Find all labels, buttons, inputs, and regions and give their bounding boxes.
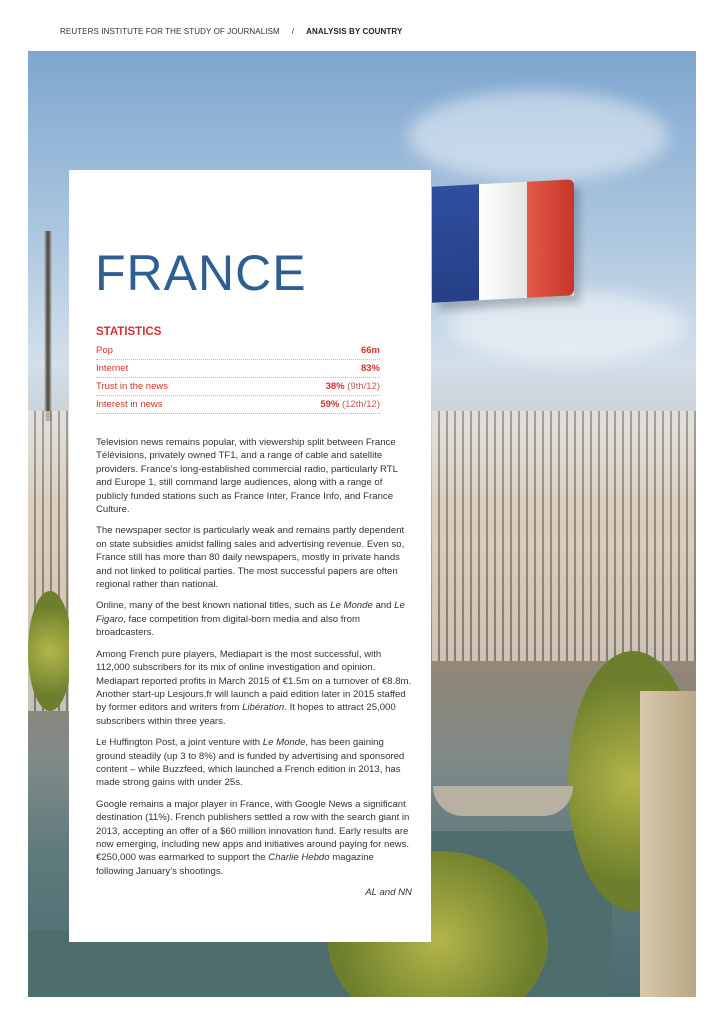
stat-row [96, 360, 380, 378]
stat-value: 38% [325, 381, 345, 392]
stat-label: Pop [96, 345, 113, 356]
text-segment: Online, many of the best known national titles, such as [96, 600, 331, 612]
institute-name: REUTERS INSTITUTE FOR THE STUDY OF JOURNALISM [60, 27, 280, 36]
text-segment: Google remains a major player in France, with Google News a significant destination (11%). French publishers settled a row with the search giant in 2013, accepting an offer of a $60 million innovation fund. Early results are now emerging, including new apps and initiatives around paying for news. €250,000 was earmarked to support the [96, 798, 410, 864]
text-segment: Le Huffington Post, a joint venture with [96, 737, 263, 749]
statistics-table [96, 325, 380, 414]
italic-title: Le Figaro [96, 600, 405, 625]
text-segment: . It hopes to attract 25,000 subscribers within three years. [96, 702, 396, 727]
text-segment: The newspaper sector is particularly weak and remains partly dependent on state subsidies amidst falling sales and advertising revenue. Even so, France still has more than 80 daily newspapers, mostly in private hands and not linked to political parties. The most successful papers are often regional rather than national. [96, 525, 405, 591]
country-title: FRANCE [95, 245, 307, 301]
italic-title: Charlie Hebdo [268, 852, 330, 864]
stat-value: 83% [360, 363, 380, 374]
stat-label: Interest in news [96, 399, 163, 410]
section-name: ANALYSIS BY COUNTRY [306, 27, 403, 36]
text-segment: Among French pure players, Mediapart is the most successful, with 112,000 subscribers for its mix of online investigation and opinion. Mediapart reported profits in March 2015 of €1.5m on a turnover of €8.8m. Another start-up Lesjours.fr will launch a paid edition later in 2015 staffed by former editors and writers from [96, 648, 412, 714]
text-segment: Television news remains popular, with viewership split between France Télévisions, privately owned TF1, and a range of cable and satellite providers. France’s long-established commercial radio, particularly RTL and Europe 1, still command large audiences, along with a range of publicly funded stations such as France Inter, France Info, and France Culture. [96, 437, 398, 516]
stat-label: Internet [96, 363, 129, 374]
stat-value-group [320, 399, 380, 410]
text-segment: , has been gaining ground steadily (up 3 to 8%) and is funded by advertising and sponsored content – while Buzzfeed, which launched a French edition in 2013, has made strong gains with under 25s. [96, 737, 405, 789]
article-paragraph [96, 599, 412, 639]
eiffel-tower [28, 231, 68, 421]
article-paragraph [96, 798, 412, 878]
header-separator: / [291, 27, 295, 36]
stat-value-group [361, 345, 380, 356]
byline: AL and NN [365, 887, 412, 899]
italic-title: Libération [242, 702, 285, 714]
stat-label: Trust in the news [96, 381, 168, 392]
running-header [60, 27, 402, 36]
stat-value: 59% [320, 399, 340, 410]
country-profile-card [69, 170, 431, 942]
article-paragraph [96, 648, 412, 728]
french-flag [432, 179, 574, 302]
stat-row [96, 396, 380, 414]
italic-title: Le Monde [330, 600, 373, 612]
stat-row [96, 342, 380, 360]
stat-value: 66m [360, 345, 380, 356]
article-paragraph [96, 436, 412, 516]
stat-rank: (9th/12) [344, 381, 380, 392]
stat-value-group [326, 381, 380, 392]
text-segment: magazine following January’s shootings. [96, 852, 374, 877]
stat-row [96, 378, 380, 396]
text-segment: and [372, 600, 395, 612]
statistics-heading: STATISTICS [96, 326, 162, 338]
italic-title: Le Monde [262, 737, 306, 749]
stat-rank: (12th/12) [339, 399, 380, 410]
stat-value-group [361, 363, 380, 374]
article-paragraph [96, 524, 412, 591]
article-paragraph [96, 736, 412, 790]
text-segment: , face competition from digital-born media and also from broadcasters. [96, 613, 360, 639]
article-body [96, 436, 412, 899]
